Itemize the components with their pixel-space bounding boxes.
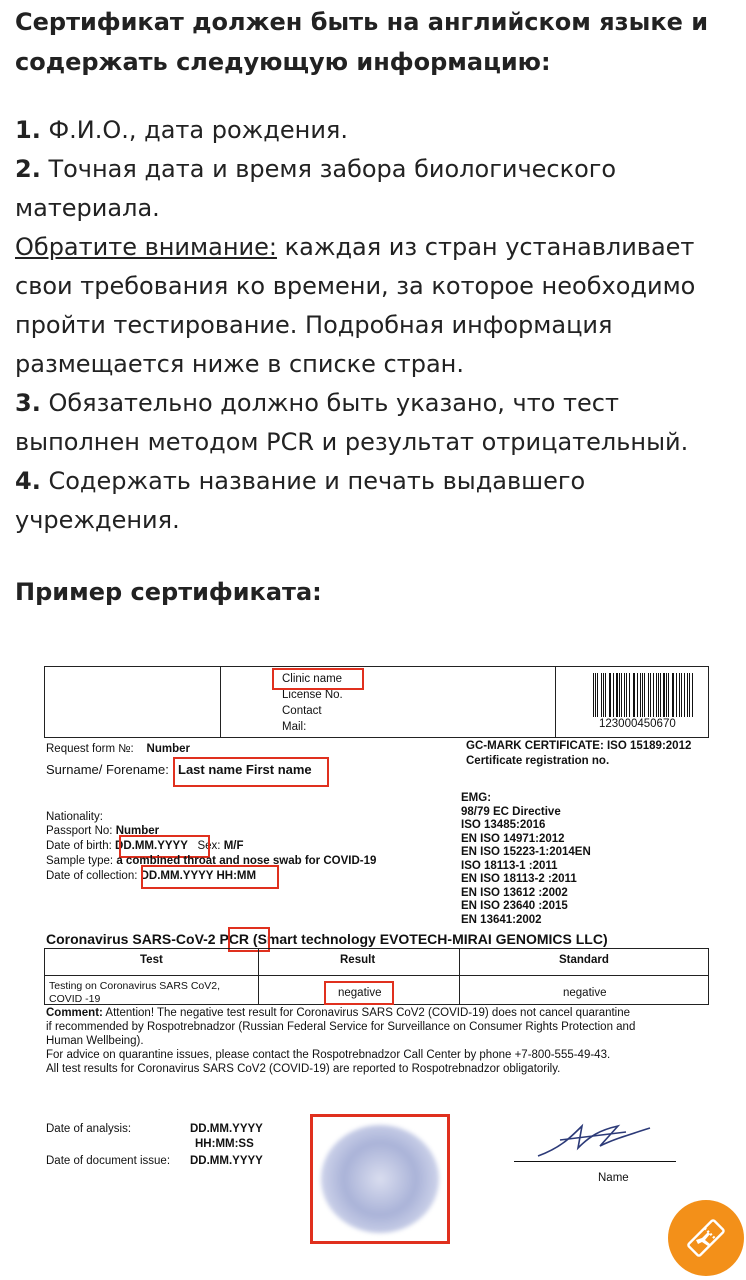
emg-item: 98/79 EC Directive — [461, 805, 561, 818]
emg-item: EN 13641:2002 — [461, 913, 542, 926]
sex-value: M/F — [223, 840, 244, 852]
stamp-highlight — [310, 1114, 450, 1244]
barcode-bar — [593, 673, 594, 717]
issue-date: DD.MM.YYYY — [190, 1155, 263, 1167]
signature-icon — [530, 1118, 660, 1162]
barcode-bar — [676, 673, 677, 717]
request-label: Request form №: — [46, 743, 134, 755]
analysis-label: Date of analysis: — [46, 1123, 132, 1135]
requirements-list — [15, 111, 735, 540]
emg-item: EN ISO 18113-2 :2011 — [461, 873, 577, 885]
nationality-label: Nationality: — [46, 811, 103, 823]
comment-line: Human Wellbeing). — [46, 1035, 144, 1047]
barcode-bar — [656, 673, 657, 717]
dob-label: Date of birth: — [46, 840, 112, 852]
highlight-box — [173, 757, 329, 787]
cert-registration: Certificate registration no. — [466, 755, 610, 767]
license-no: License No. — [282, 689, 343, 701]
barcode-bar — [668, 673, 669, 717]
table-header: Result — [340, 954, 376, 966]
app-badge-icon[interactable] — [668, 1200, 744, 1276]
passport-label: Passport No: — [46, 825, 113, 837]
table-cell-result: negative — [338, 987, 382, 999]
table-cell-standard: negative — [563, 987, 607, 999]
passport-value: Number — [115, 825, 160, 837]
seal-stamp-icon — [321, 1125, 439, 1233]
list-item: 3. Обязательно должно быть указано, что тест выполнен методом PCR и результат отрицательный. — [15, 389, 689, 456]
sample-label: Sample type: — [46, 855, 114, 867]
table-header: Standard — [559, 954, 609, 966]
comment-line: For advice on quarantine issues, please contact the Rospotrebnadzor Call Center by phone +7-800-555-49-43. — [46, 1049, 611, 1061]
emg-item: EN ISO 13612 :2002 — [461, 886, 568, 899]
sample-value: a combined throat and nose swab for COVID-19 — [116, 855, 377, 867]
emg-item: EMG: — [461, 792, 492, 804]
mail: Mail: — [282, 721, 307, 733]
list-item: 4. Содержать название и печать выдавшего учреждения. — [15, 467, 586, 534]
barcode-bar — [605, 673, 606, 717]
barcode-bar — [663, 673, 664, 717]
emg-item: ISO 18113-1 :2011 — [461, 859, 558, 872]
emg-item: EN ISO 14971:2012 — [461, 832, 565, 845]
comment-line: if recommended by Rospotrebnadzor (Russian Federal Service for Surveillance on Consumer Rights Protection and — [46, 1021, 636, 1033]
contact: Contact — [282, 705, 322, 717]
surname-label: Surname/ Forename: — [46, 762, 169, 777]
request-value: Number — [146, 743, 190, 755]
analysis-date: DD.MM.YYYY — [190, 1123, 263, 1135]
clinic-name: Clinic name — [282, 673, 343, 685]
list-item-note: Обратите внимание: каждая из стран устанавливает свои требования ко времени, за которое необходимо пройти тестирование. Подробная информация размещается ниже в списке стран. — [15, 233, 696, 378]
dob-value: DD.MM.YYYY — [115, 840, 188, 852]
issue-label: Date of document issue: — [46, 1155, 171, 1167]
collection-label: Date of collection: — [46, 870, 138, 882]
sex-label: Sex: — [197, 840, 221, 852]
table-header: Test — [140, 954, 163, 966]
barcode-number: 123000450670 — [599, 718, 676, 730]
surname-value: Last name First name — [178, 762, 312, 777]
emg-item: ISO 13485:2016 — [461, 819, 546, 831]
certificate-header — [44, 666, 709, 738]
emg-item: EN ISO 15223-1:2014EN — [461, 846, 591, 858]
highlight-box — [141, 865, 279, 889]
list-item: 1. Ф.И.О., дата рождения. — [15, 116, 348, 144]
barcode-icon — [593, 673, 695, 717]
collection-value: DD.MM.YYYY HH:MM — [140, 870, 257, 882]
barcode-bar — [681, 673, 682, 717]
barcode-bar — [601, 673, 602, 717]
analysis-time: HH:MM:SS — [195, 1138, 254, 1150]
certificate-example-image — [0, 640, 746, 1280]
table-cell-test: Testing on Coronavirus SARS CoV2, COVID -19 — [49, 980, 220, 1005]
example-heading: Пример сертификата: — [15, 578, 322, 606]
test-title: Coronavirus SARS-CoV-2 PCR (Smart technology EVOTECH-MIRAI GENOMICS LLC) — [46, 931, 608, 947]
barcode-bar — [644, 673, 645, 717]
barcode-bar — [637, 673, 638, 717]
ticket-plane-icon — [682, 1214, 730, 1262]
barcode-bar — [648, 673, 649, 717]
section-heading: Сертификат должен быть на английском языке и содержать следующую информацию: — [15, 8, 709, 76]
barcode-bar — [624, 673, 625, 717]
barcode-bar — [613, 673, 614, 717]
emg-item: EN ISO 23640 :2015 — [461, 900, 568, 912]
signature-name: Name — [598, 1172, 629, 1184]
list-item: 2. Точная дата и время забора биологического материала. — [15, 155, 617, 222]
highlight-box — [272, 668, 364, 690]
barcode-bar — [616, 673, 617, 717]
comment-line: Comment: Attention! The negative test result for Coronavirus SARS CoV2 (COVID-19) does not cancel quarantine — [46, 1007, 631, 1019]
highlight-box — [324, 981, 394, 1005]
barcode-bar — [689, 673, 690, 717]
comment-line: All test results for Coronavirus SARS CoV2 (COVID-19) are reported to Rospotrebnadzor obligatorily. — [46, 1063, 561, 1075]
gc-mark: GC-MARK CERTIFICATE: ISO 15189:2012 — [466, 740, 692, 752]
barcode-bar — [629, 673, 630, 717]
